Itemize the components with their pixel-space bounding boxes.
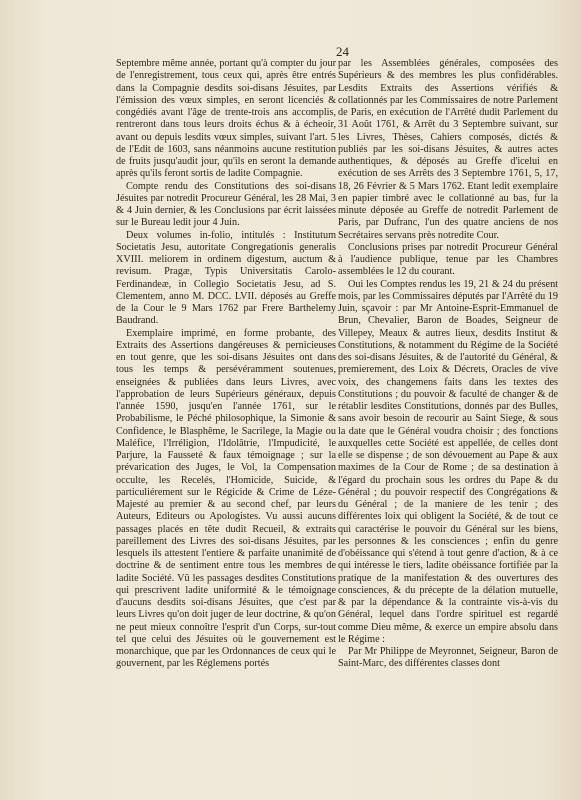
paragraph: Exemplaire imprimé, en forme probante, des Extraits des Assertions dangéreuses & pernicieuses en tout genre, que les soi-disans Jésuites ont dans tous les temps & persévéramment soutenues, enseignées & publiées dans leurs Livres, avec l'approbation de leurs Supérieurs généraux, depuis l'année 1590, jusqu'en l'année 1761, sur le Probabilisme, le Péché philosophique, la Simonie & Confidence, le Blasphême, le Sacrilege, la Magie ou Maléfice, l'Irréligion, l'Idolâtrie, l'Impudicité, le Parjure, la Fausseté & faux témoignage ; sur la prévarication des Juges, le Vol, la Compensation occulte, les Recelés, l'Homicide, Suicide, & particuliérement sur le Régicide & Crime de Léze-Majesté au premier & au second chef, par leurs Auteurs, Editeurs ou Apologistes. Vu aussi aucuns passages placés en tête dudit Recueil, & extraits pareillement des Livres des soi-disans Jésuites, par lesquels ils attestent l'entiere & parfaite unanimité de doctrine & de sentiment entre tous les membres de ladite Société. Vû les passages desdites Constitutions qui prescrivent ladite uniformité & le témoignage d'aucuns desdits soi-disans Jésuites, que c'est par leurs Livres qu'on doit juger de leur doctrine, & qu'on ne peut mieux connoître l'esprit d'un Corps, sur-tout tel que celui des Jésuites où le gouvernement est monarchique, que par les Ordonnances de ceux qui le gouvernent, par les Réglemens portés bbox=[116, 327, 336, 670]
paragraph: Oui les Comptes rendus les 19, 21 & 24 du présent mois, par les Commissaires députés par l'Arrêté du 19 Juin, sçavoir : par Mr Antoine-Esprit-Emmanuel de Brun, Chevalier, Baron de Boades, Seigneur de Villepey, Meaux & autres lieux, desdits Institut & Constitutions, & notamment du Régime de la Société des soi-disans Jésuites, & de l'autorité du Général, & premierement, des Loix & Décrets, Oracles de vive voix, des changemens faits dans les textes des Constitutions ; du pouvoir & faculté de changer & de rétablir lesdites Constitutions, donnés par des Bulles, sans avoir besoin de recourir au Saint Siege, & sous la date que le Général voudra choisir ; des fonctions auxquelles cette Société est appellée, de celles dont elle se dispense ; de son dévouement au Pape & aux maximes de la Cour de Rome ; de sa destination à l'égard du prochain sous les ordres du Pape & du Général ; du pouvoir respectif des Congrégations & du Général ; de la maniere de les tenir ; des différentes loix qui obligent la Société, & de tout ce qui caractérise le pouvoir du Général sur les biens, les personnes & les consciences ; enfin du genre d'obéissance qui s'étend à tout genre d'action, & à ce qui intéresse le tiers, ladite obéissance fortifiée par la pratique de la manifestation & des ouvertures des consciences, & du précepte de la délation mutuelle, & par la dépendance & la contrainte vis-à-vis du Général, lequel dans l'ordre spirituel est regardé comme Dieu même, & exerce un empire absolu dans le Régime : bbox=[338, 278, 558, 645]
right-column bbox=[338, 58, 558, 671]
page-number: 24 bbox=[336, 44, 349, 59]
paragraph: Compte rendu des Constitutions des soi-disans Jésuites par notredit Procureur Général, les 28 Mai, 3 & 4 Juin dernier, & les Conclusions par écrit laissées sur le Bureau ledit jour 4 Juin. bbox=[116, 180, 336, 229]
left-column bbox=[116, 58, 336, 671]
paragraph: Conclusions prises par notredit Procureur Général à l'audience publique, tenue par les Chambres assemblées le 12 du courant. bbox=[338, 241, 558, 278]
paragraph: Par Mr Philippe de Meyronnet, Seigneur, Baron de Saint-Marc, des différentes classes dont bbox=[338, 646, 558, 670]
paragraph: Deux volumes in-folio, intitulés : Institutum Societatis Jesu, autoritate Congregationis generalis XVIII. meliorem in ordinem digestum, auctum & revisum. Pragæ, Typis Universitatis Carolo-Ferdinandeæ, in Collegio Societatis Jesu, ad S. Clementem, anno M. DCC. LVII. déposés au Greffe de la Cour le 9 Mars 1762 par Frere Barthelemy Baudrand. bbox=[116, 229, 336, 327]
paragraph: par les Assemblées générales, composées des Supérieurs & des membres les plus confidérables. Lesdits Extraits des Assertions vérifiés & collationnés par les Commissaires de notre Parlement de Paris, en exécution de l'Arrêté dudit Parlement du 31 Août 1761, & Arrêt du 3 Septembre suivant, sur les Livres, Thèses, Cahiers composés, dictés & publiés par les soi-disans Jésuites, & autres actes authentiques, & déposés au Greffe d'icelui en exécution de ses Arrêts des 3 Septembre 1761, 5, 17, 18, 26 Février & 5 Mars 1762. Etant ledit exemplaire en papier timbré avec le collationné au bas, fur la minute déposée au Greffe de notredit Parlement de Paris, par Dufranc, l'un des quatre anciens de nos Secrétaires servans près notredite Cour. bbox=[338, 58, 558, 241]
paragraph: Septembre même année, portant qu'à compter du jour de l'enregistrement, tous ceux qui, après être entrés dans la Compagnie desdits soi-disans Jésuites, par l'émission des vœux simples, en seront licenciés & congédiés avant l'âge de trente-trois ans accomplis, rentreront dans tous leurs droits échus & à écheoir, avant ou depuis lesdits vœux simples, suivant l'art. 5 de l'Edit de 1603, sans néanmoins aucune restitution de fruits jusqu'audit jour, qu'ils en seront la demande après qu'ils feront sortis de ladite Compagnie. bbox=[116, 58, 336, 180]
